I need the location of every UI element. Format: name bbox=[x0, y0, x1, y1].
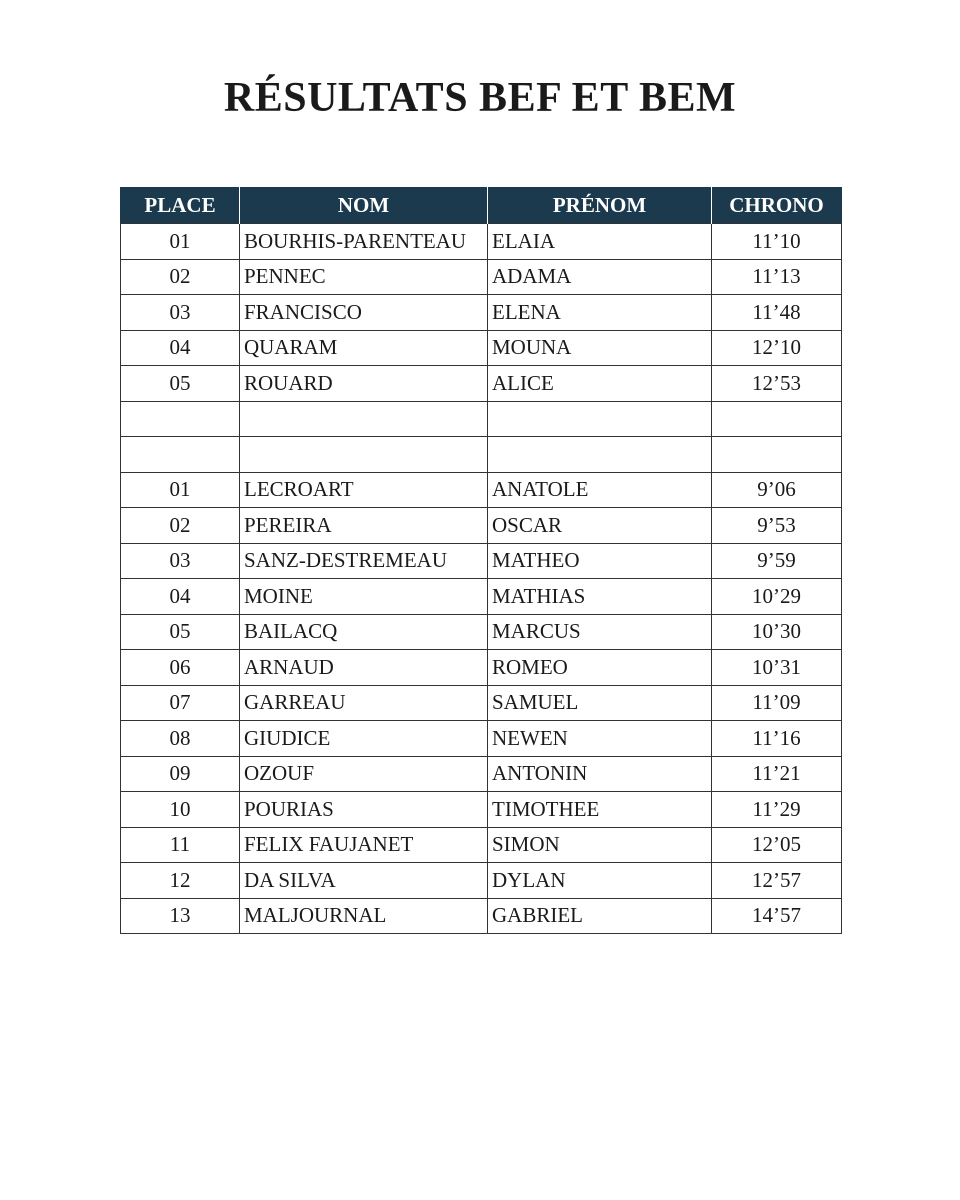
nom-cell: BAILACQ bbox=[240, 614, 488, 650]
prenom-cell: MATHIAS bbox=[488, 579, 712, 615]
chrono-cell: 12’53 bbox=[712, 366, 842, 402]
table-row bbox=[121, 898, 842, 934]
prenom-cell bbox=[488, 401, 712, 437]
prenom-cell: SAMUEL bbox=[488, 685, 712, 721]
prenom-cell: NEWEN bbox=[488, 721, 712, 757]
prenom-cell bbox=[488, 437, 712, 473]
results-table bbox=[120, 187, 842, 934]
table-row bbox=[121, 224, 842, 260]
table-row bbox=[121, 543, 842, 579]
place-cell bbox=[121, 401, 240, 437]
table-row bbox=[121, 863, 842, 899]
table-header bbox=[121, 188, 842, 224]
chrono-cell: 11’10 bbox=[712, 224, 842, 260]
column-header-prenom: PRÉNOM bbox=[488, 188, 712, 224]
nom-cell bbox=[240, 437, 488, 473]
place-cell: 11 bbox=[121, 827, 240, 863]
chrono-cell: 10’29 bbox=[712, 579, 842, 615]
nom-cell: FRANCISCO bbox=[240, 295, 488, 331]
prenom-cell: ELENA bbox=[488, 295, 712, 331]
table-row bbox=[121, 366, 842, 402]
table-row bbox=[121, 721, 842, 757]
table-row bbox=[121, 614, 842, 650]
chrono-cell: 10’30 bbox=[712, 614, 842, 650]
place-cell: 01 bbox=[121, 224, 240, 260]
place-cell: 04 bbox=[121, 330, 240, 366]
table-row bbox=[121, 792, 842, 828]
prenom-cell: DYLAN bbox=[488, 863, 712, 899]
table-row bbox=[121, 827, 842, 863]
prenom-cell: TIMOTHEE bbox=[488, 792, 712, 828]
chrono-cell: 11’09 bbox=[712, 685, 842, 721]
nom-cell: ARNAUD bbox=[240, 650, 488, 686]
table-row bbox=[121, 579, 842, 615]
nom-cell: ROUARD bbox=[240, 366, 488, 402]
table-body bbox=[121, 224, 842, 934]
place-cell: 01 bbox=[121, 472, 240, 508]
chrono-cell: 12’10 bbox=[712, 330, 842, 366]
table-row bbox=[121, 650, 842, 686]
prenom-cell: ANATOLE bbox=[488, 472, 712, 508]
place-cell: 04 bbox=[121, 579, 240, 615]
chrono-cell: 11’29 bbox=[712, 792, 842, 828]
chrono-cell: 9’59 bbox=[712, 543, 842, 579]
page-title: RÉSULTATS BEF ET BEM bbox=[223, 75, 737, 121]
place-cell: 05 bbox=[121, 366, 240, 402]
chrono-cell: 11’13 bbox=[712, 259, 842, 295]
prenom-cell: ROMEO bbox=[488, 650, 712, 686]
nom-cell: GIUDICE bbox=[240, 721, 488, 757]
place-cell: 13 bbox=[121, 898, 240, 934]
prenom-cell: ANTONIN bbox=[488, 756, 712, 792]
chrono-cell: 9’53 bbox=[712, 508, 842, 544]
chrono-cell: 11’21 bbox=[712, 756, 842, 792]
place-cell bbox=[121, 437, 240, 473]
column-header-nom: NOM bbox=[240, 188, 488, 224]
place-cell: 03 bbox=[121, 543, 240, 579]
place-cell: 12 bbox=[121, 863, 240, 899]
column-header-chrono: CHRONO bbox=[712, 188, 842, 224]
nom-cell: MOINE bbox=[240, 579, 488, 615]
table-row bbox=[121, 508, 842, 544]
chrono-cell: 11’48 bbox=[712, 295, 842, 331]
prenom-cell: MARCUS bbox=[488, 614, 712, 650]
table-row bbox=[121, 437, 842, 473]
nom-cell bbox=[240, 401, 488, 437]
place-cell: 07 bbox=[121, 685, 240, 721]
nom-cell: MALJOURNAL bbox=[240, 898, 488, 934]
chrono-cell bbox=[712, 401, 842, 437]
nom-cell: BOURHIS-PARENTEAU bbox=[240, 224, 488, 260]
prenom-cell: OSCAR bbox=[488, 508, 712, 544]
prenom-cell: MATHEO bbox=[488, 543, 712, 579]
nom-cell: OZOUF bbox=[240, 756, 488, 792]
nom-cell: POURIAS bbox=[240, 792, 488, 828]
prenom-cell: ELAIA bbox=[488, 224, 712, 260]
nom-cell: LECROART bbox=[240, 472, 488, 508]
nom-cell: GARREAU bbox=[240, 685, 488, 721]
table-row bbox=[121, 472, 842, 508]
place-cell: 09 bbox=[121, 756, 240, 792]
chrono-cell: 9’06 bbox=[712, 472, 842, 508]
nom-cell: SANZ-DESTREMEAU bbox=[240, 543, 488, 579]
table-row bbox=[121, 330, 842, 366]
place-cell: 05 bbox=[121, 614, 240, 650]
prenom-cell: ADAMA bbox=[488, 259, 712, 295]
chrono-cell: 12’05 bbox=[712, 827, 842, 863]
nom-cell: PENNEC bbox=[240, 259, 488, 295]
place-cell: 06 bbox=[121, 650, 240, 686]
nom-cell: FELIX FAUJANET bbox=[240, 827, 488, 863]
place-cell: 08 bbox=[121, 721, 240, 757]
column-header-place: PLACE bbox=[121, 188, 240, 224]
prenom-cell: ALICE bbox=[488, 366, 712, 402]
chrono-cell: 12’57 bbox=[712, 863, 842, 899]
place-cell: 02 bbox=[121, 259, 240, 295]
nom-cell: DA SILVA bbox=[240, 863, 488, 899]
nom-cell: QUARAM bbox=[240, 330, 488, 366]
place-cell: 03 bbox=[121, 295, 240, 331]
chrono-cell bbox=[712, 437, 842, 473]
chrono-cell: 11’16 bbox=[712, 721, 842, 757]
table-row bbox=[121, 756, 842, 792]
chrono-cell: 10’31 bbox=[712, 650, 842, 686]
chrono-cell: 14’57 bbox=[712, 898, 842, 934]
header-row bbox=[121, 188, 842, 224]
table-row bbox=[121, 401, 842, 437]
table-row bbox=[121, 685, 842, 721]
table-row bbox=[121, 259, 842, 295]
prenom-cell: MOUNA bbox=[488, 330, 712, 366]
place-cell: 02 bbox=[121, 508, 240, 544]
prenom-cell: SIMON bbox=[488, 827, 712, 863]
table-row bbox=[121, 295, 842, 331]
nom-cell: PEREIRA bbox=[240, 508, 488, 544]
place-cell: 10 bbox=[121, 792, 240, 828]
prenom-cell: GABRIEL bbox=[488, 898, 712, 934]
